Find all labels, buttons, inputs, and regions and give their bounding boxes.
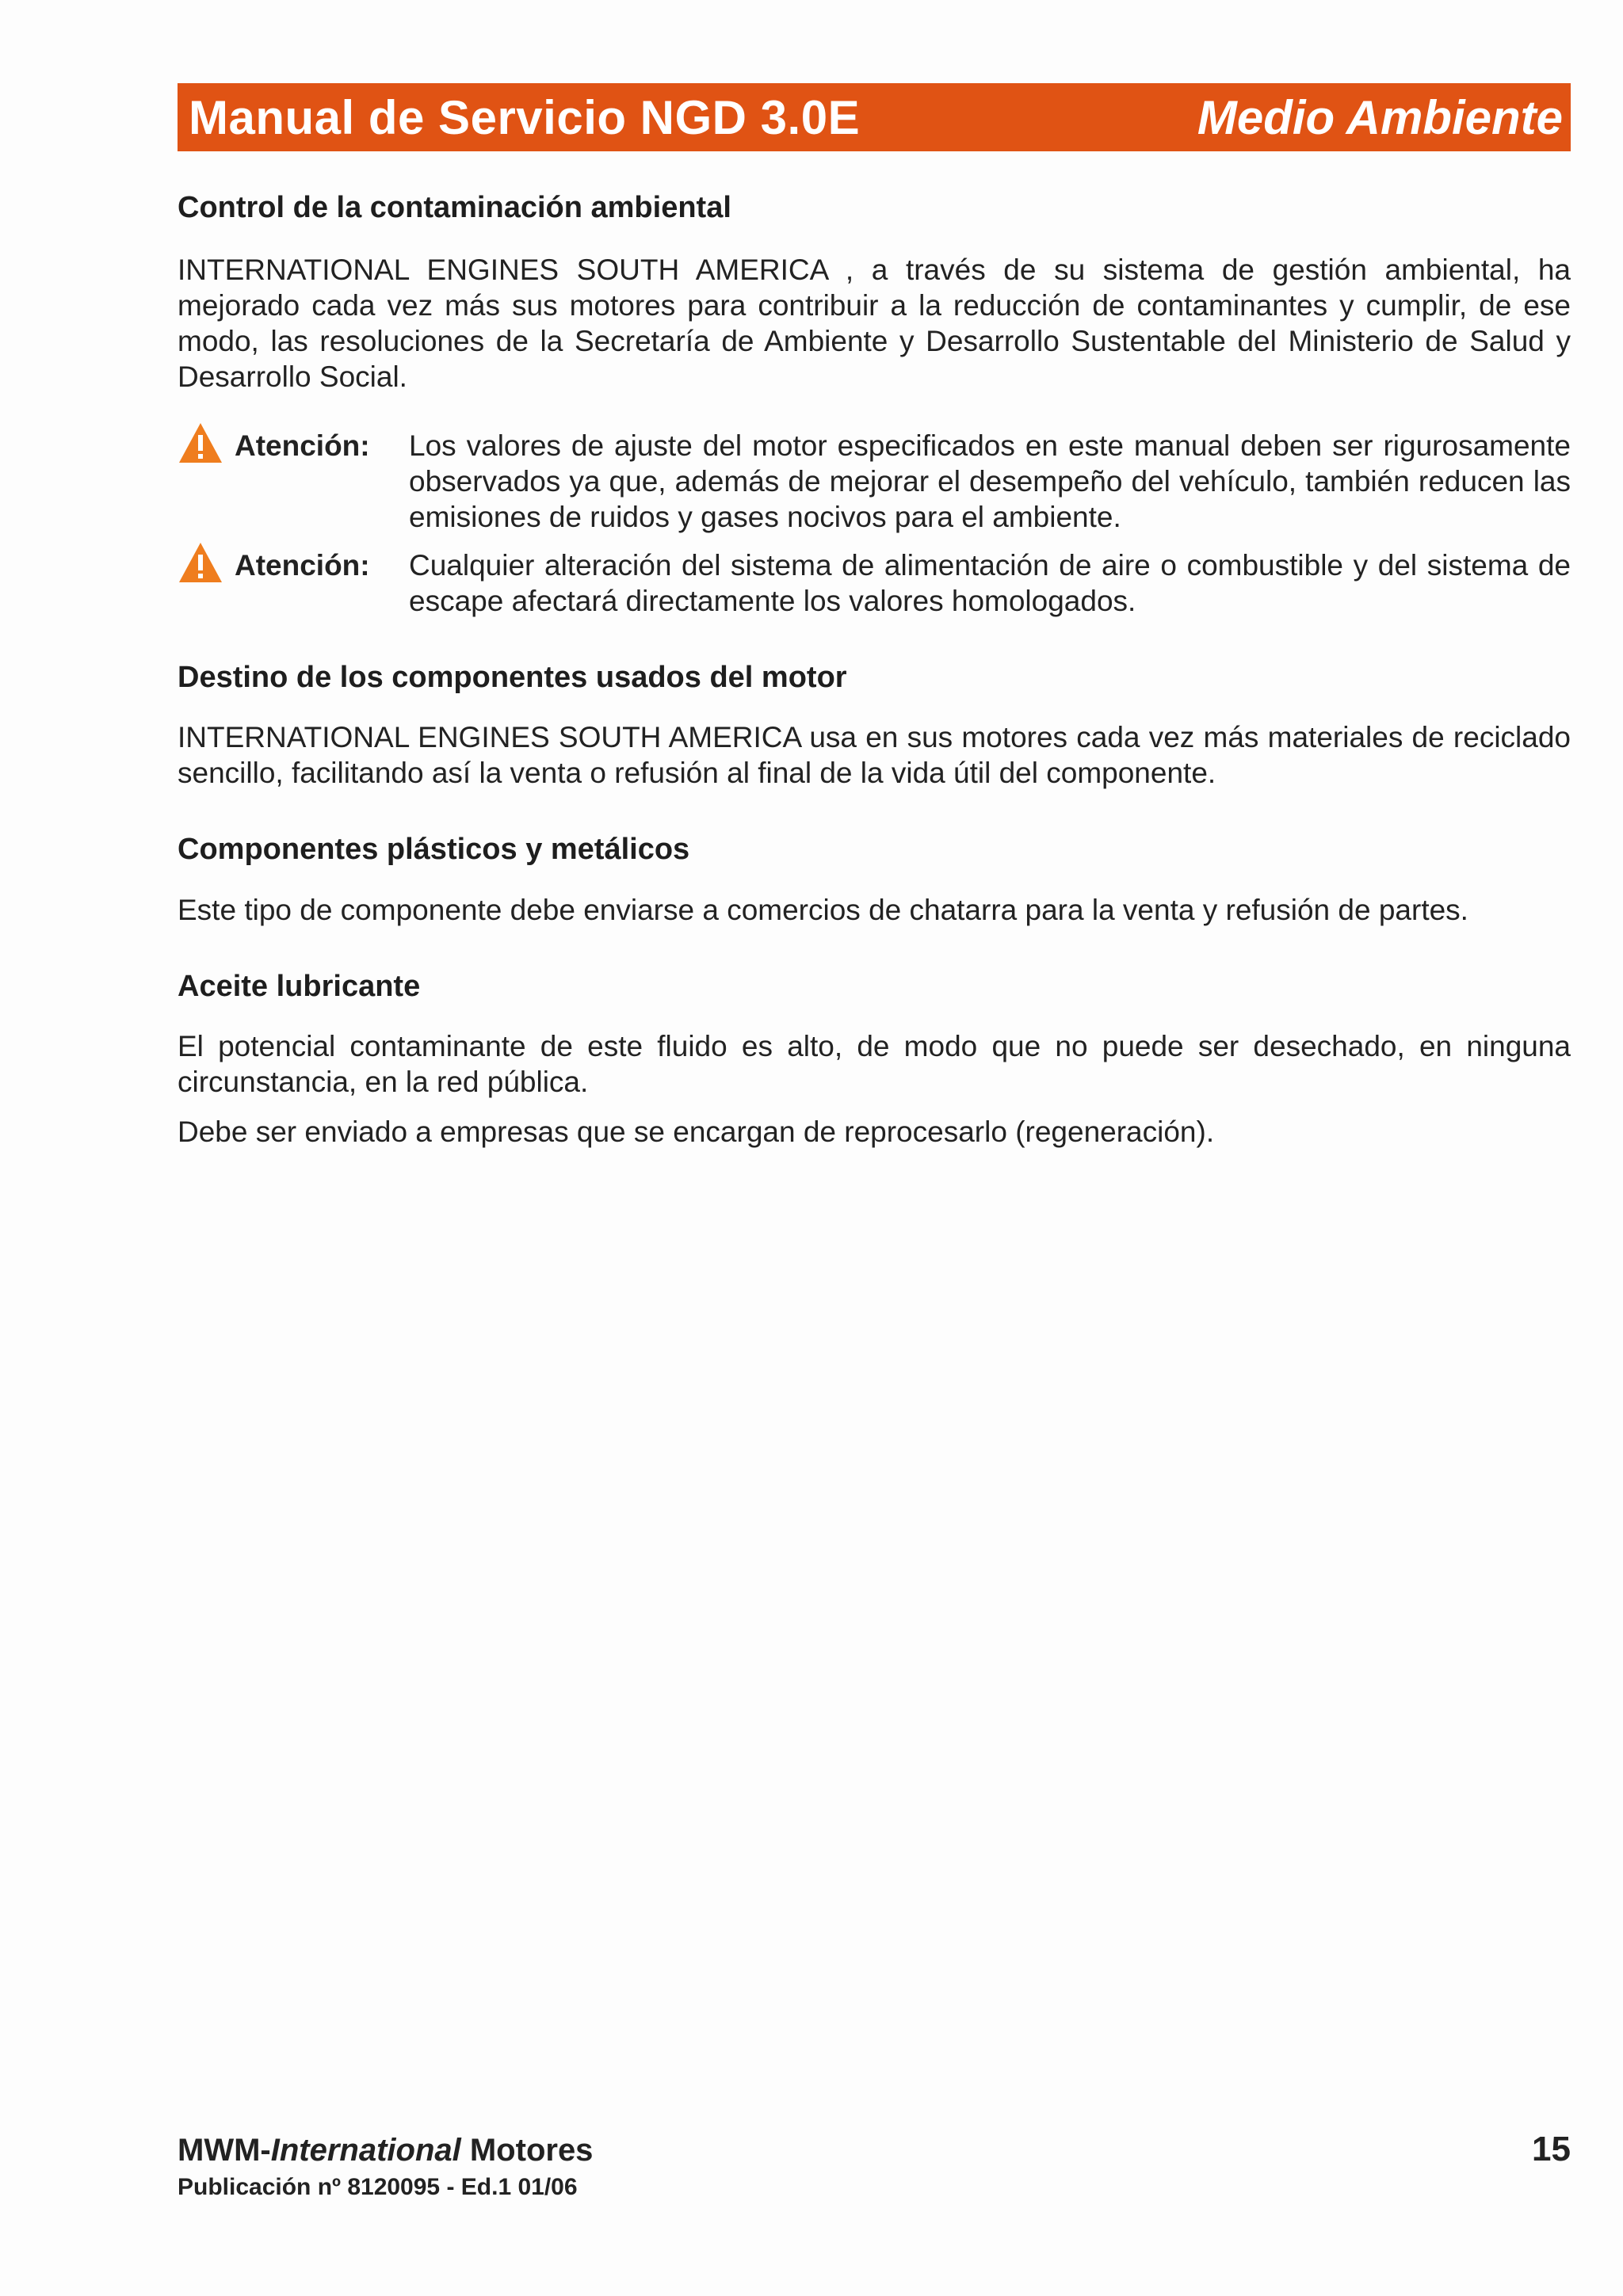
attention-label: Atención: bbox=[235, 548, 370, 582]
section-body: INTERNATIONAL ENGINES SOUTH AMERICA , a través de su sistema de gestión ambiental, ha mejorado cada vez más sus motores para contribuir a la reducción de contaminantes y cumplir, de ese modo, las resoluciones de la Secretaría de Ambiente y Desarrollo Sustentable del Ministerio de Salud y Desarrollo Social. bbox=[178, 253, 1571, 393]
section-heading: Destino de los componentes usados del motor bbox=[178, 660, 847, 694]
section-body-2: Debe ser enviado a empresas que se encargan de reprocesarlo (regeneración). bbox=[178, 1116, 1215, 1149]
manual-title: Manual de Servicio NGD 3.0E bbox=[189, 90, 861, 144]
page-number: 15 bbox=[1532, 2130, 1571, 2168]
section-plastic-metal bbox=[178, 832, 1571, 928]
warning-icon bbox=[178, 541, 223, 584]
section-heading: Aceite lubricante bbox=[178, 969, 421, 1003]
warning-icon bbox=[178, 421, 223, 464]
attention-label-group bbox=[178, 547, 409, 584]
section-body: Este tipo de componente debe enviarse a comercios de chatarra para la venta y refusión de partes. bbox=[178, 893, 1468, 926]
section-body: El potencial contaminante de este fluido es alto, de modo que no puede ser desechado, en ninguna circunstancia, en la red pública. bbox=[178, 1030, 1571, 1099]
section-heading: Control de la contaminación ambiental bbox=[178, 191, 731, 224]
attention-label: Atención: bbox=[235, 429, 370, 462]
attention-label-group bbox=[178, 428, 409, 464]
section-lubricant-oil bbox=[178, 969, 1571, 1150]
section-heading: Componentes plásticos y metálicos bbox=[178, 833, 690, 867]
section-title: Medio Ambiente bbox=[1197, 90, 1563, 144]
brand-suffix: Motores bbox=[460, 2133, 594, 2168]
attention-note bbox=[178, 428, 1571, 535]
section-used-components bbox=[178, 660, 1571, 791]
attention-text: Cualquier alteración del sistema de alimentación de aire o combustible y del sistema de escape afectará directamente los valores homologados. bbox=[409, 548, 1571, 617]
footer-brand bbox=[178, 2133, 593, 2168]
page-content bbox=[178, 184, 1571, 1150]
attention-note bbox=[178, 547, 1571, 619]
attention-notes bbox=[178, 428, 1571, 619]
attention-text: Los valores de ajuste del motor especificados en este manual deben ser rigurosamente observados ya que, además de mejorar el desempeño del vehículo, también reducen las emisiones de ruidos y gases nocivos para el ambiente. bbox=[409, 429, 1571, 533]
section-pollution-control bbox=[178, 190, 1571, 395]
page-footer bbox=[178, 2130, 1571, 2201]
section-body: INTERNATIONAL ENGINES SOUTH AMERICA usa en sus motores cada vez más materiales de reciclado sencillo, facilitando así la venta o refusión al final de la vida útil del componente. bbox=[178, 721, 1571, 790]
page-header bbox=[178, 83, 1571, 151]
brand-prefix: MWM- bbox=[178, 2133, 271, 2168]
publication-info: Publicación nº 8120095 - Ed.1 01/06 bbox=[178, 2174, 578, 2200]
brand-italic: International bbox=[270, 2133, 461, 2168]
